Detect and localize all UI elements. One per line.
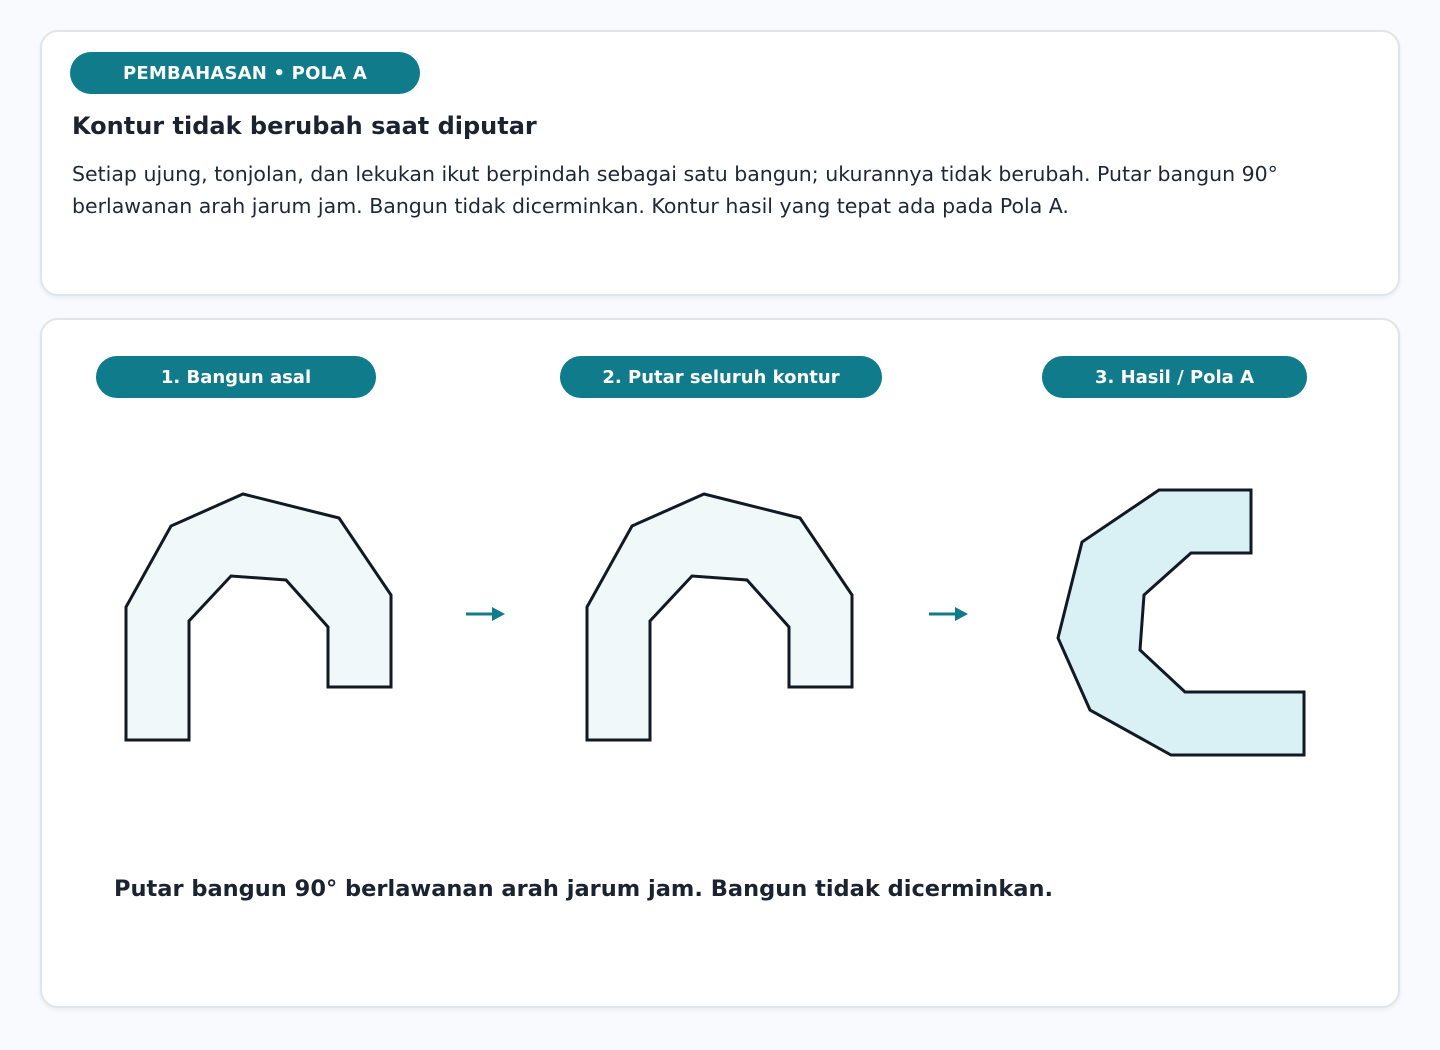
right-arrow-icon <box>466 607 505 621</box>
rotating-shape <box>587 494 852 740</box>
result-shape-pola-a <box>1058 490 1304 755</box>
explanation-card <box>40 30 1400 296</box>
explanation-text: Setiap ujung, tonjolan, dan lekukan ikut berpindah sebagai satu bangun; ukurannya tidak berubah. Putar bangun 90° berlawanan arah jarum jam. Bangun tidak dicerminkan. Kontur hasil yang tepat ada pada Pola A. <box>72 162 1278 218</box>
rotation-diagram <box>42 320 1402 1010</box>
rotation-steps-card <box>40 318 1400 1008</box>
step-3-label: 3. Hasil / Pola A <box>1042 356 1307 398</box>
section-badge: PEMBAHASAN • POLA A <box>70 52 420 94</box>
right-arrow-icon <box>929 607 968 621</box>
rotation-caption: Putar bangun 90° berlawanan arah jarum jam. Bangun tidak dicerminkan. <box>114 876 1054 902</box>
step-2-label: 2. Putar seluruh kontur <box>560 356 882 398</box>
step-1-label: 1. Bangun asal <box>96 356 376 398</box>
original-shape <box>126 494 391 740</box>
explanation-title: Kontur tidak berubah saat diputar <box>72 112 537 140</box>
